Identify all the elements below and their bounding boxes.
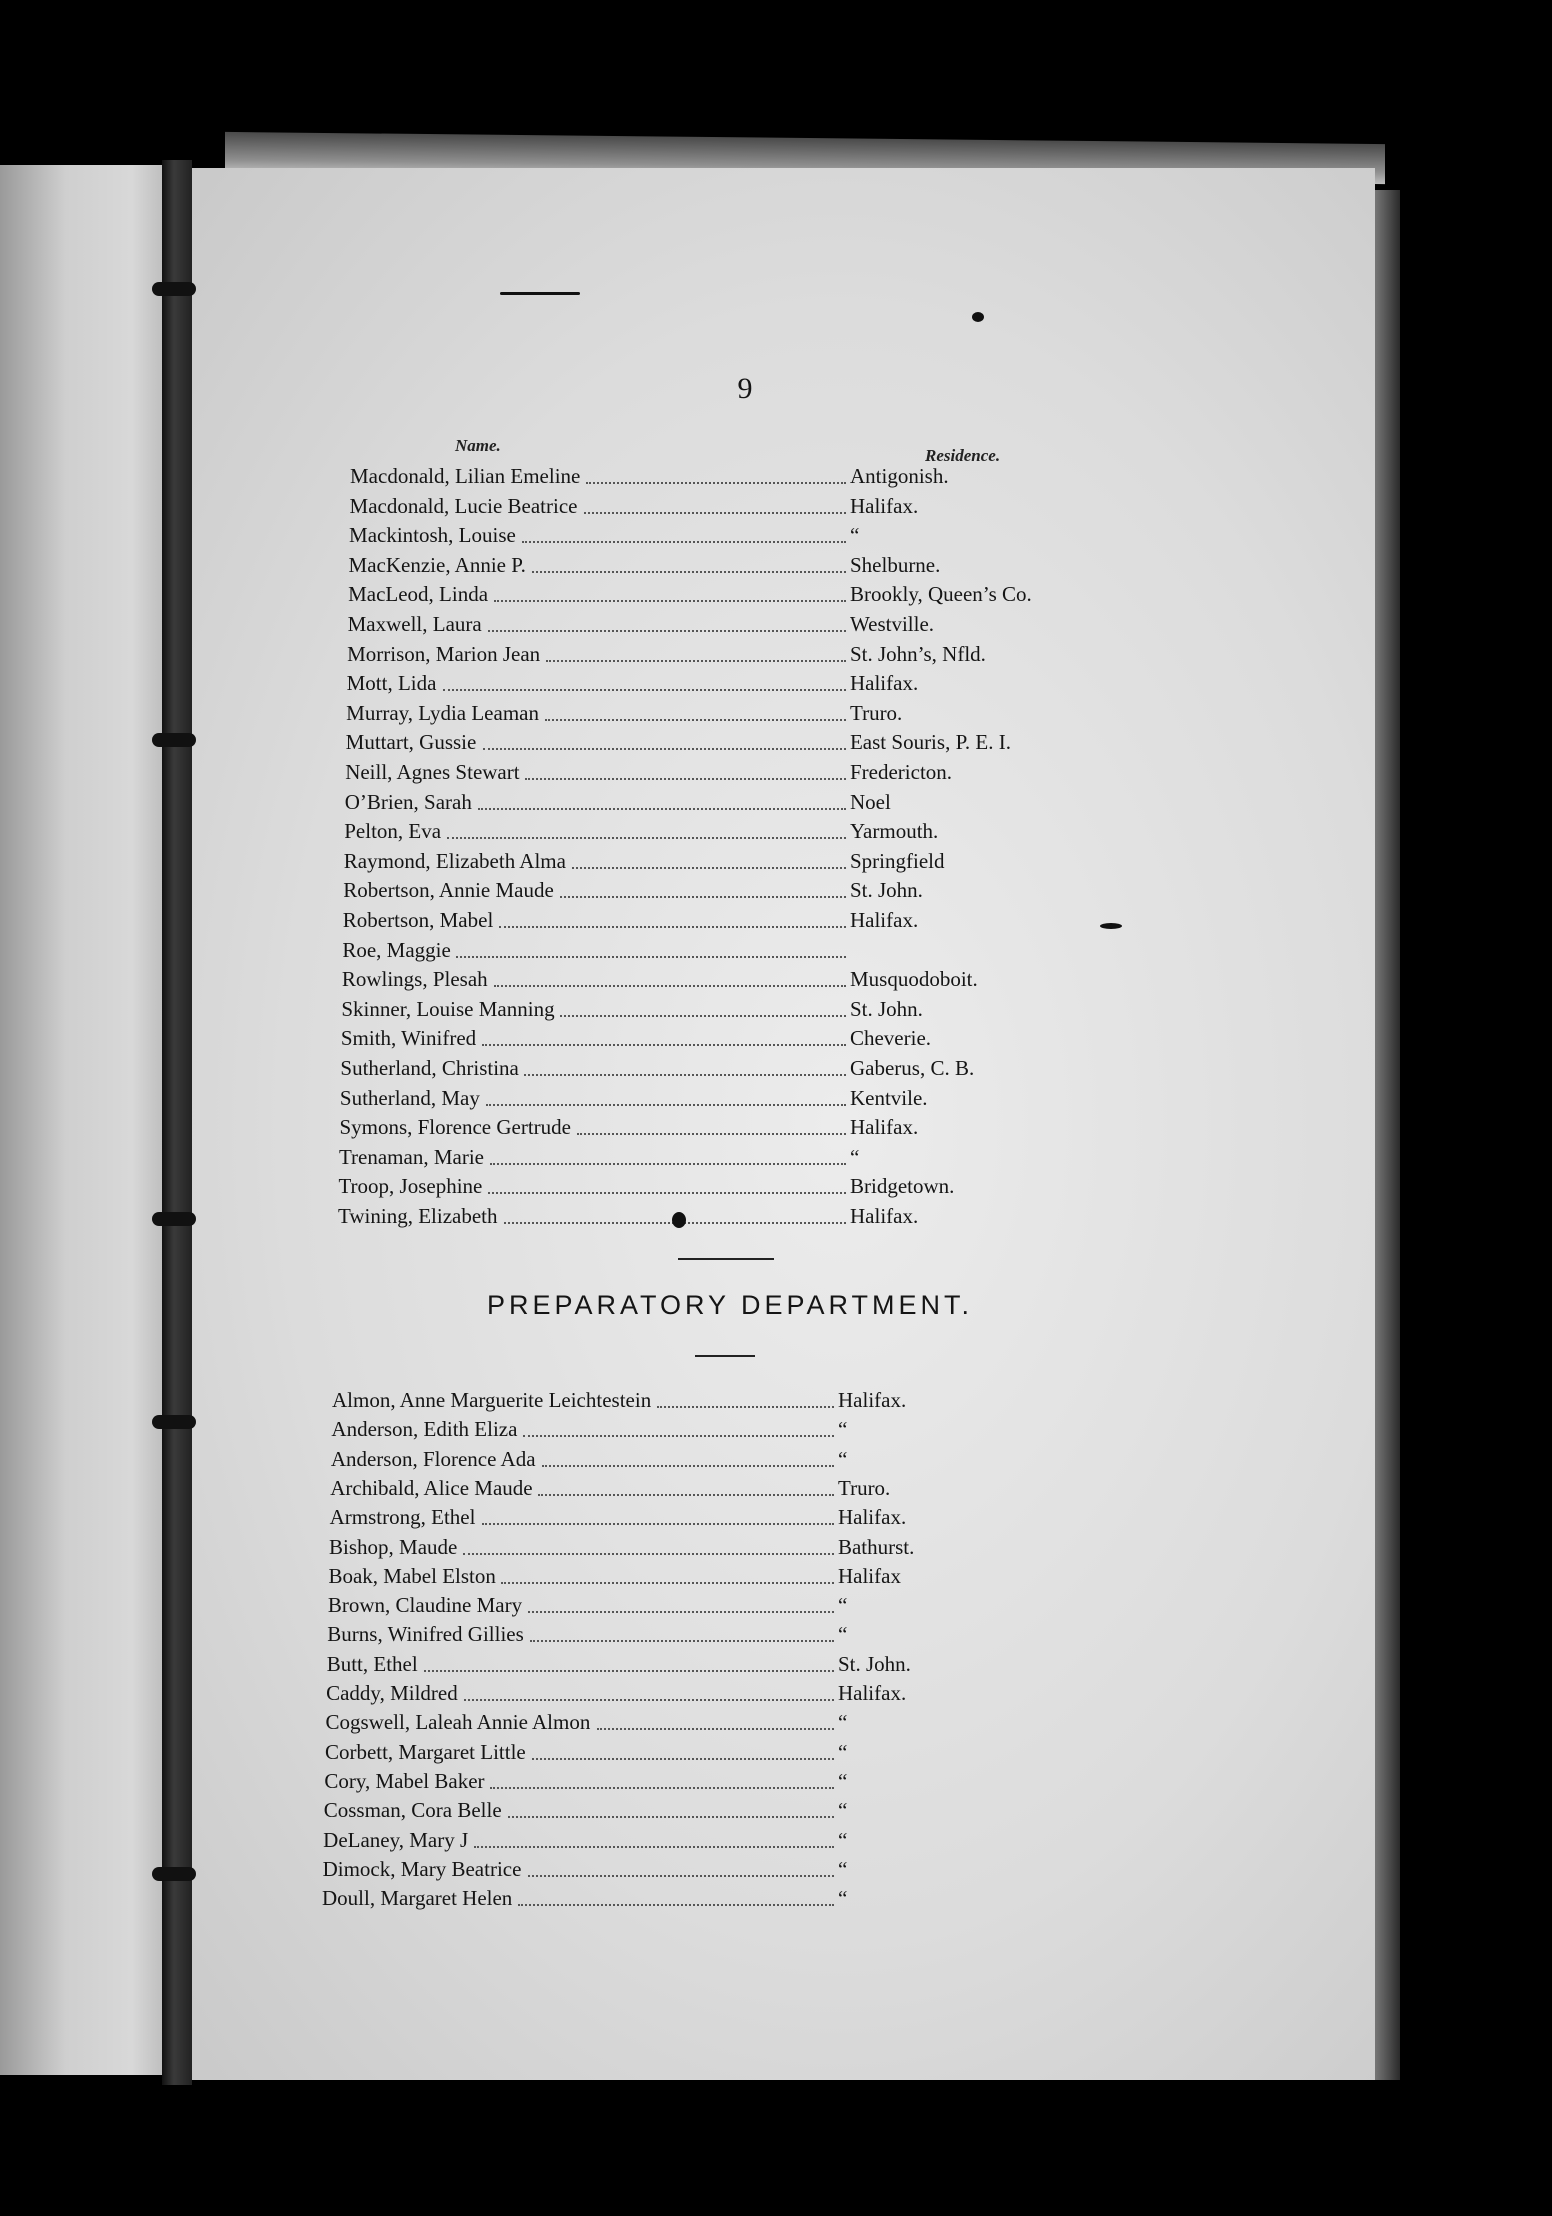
entry-residence: Halifax. xyxy=(849,908,919,932)
entry-name: Neill, Agnes Stewart xyxy=(345,760,520,784)
dot-leader xyxy=(530,1612,834,1642)
ink-mark xyxy=(500,292,580,295)
dot-leader xyxy=(482,1495,834,1525)
entry-name: Roe, Maggie xyxy=(342,937,451,962)
page-number: 9 xyxy=(737,372,753,405)
entry-name: Trenaman, Marie xyxy=(338,1144,484,1169)
entry-name: Robertson, Mabel xyxy=(342,908,494,932)
residence-column-header: Residence. xyxy=(925,446,1001,465)
entry-name: Cory, Mabel Baker xyxy=(324,1768,485,1793)
section-divider-bottom xyxy=(695,1355,755,1357)
binding-stitch xyxy=(152,733,196,747)
entry-residence: “ xyxy=(837,1593,848,1618)
entry-residence: Antigonish. xyxy=(850,464,949,488)
entry-name: Dimock, Mary Beatrice xyxy=(322,1856,522,1881)
entry-name: Anderson, Edith Eliza xyxy=(331,1417,518,1442)
entry-residence: “ xyxy=(837,1768,848,1793)
entry-residence: St. John. xyxy=(849,878,923,903)
entry-name: Mackintosh, Louise xyxy=(349,523,516,548)
entry-residence: Truro. xyxy=(837,1475,891,1500)
dot-leader xyxy=(424,1642,834,1672)
dot-leader xyxy=(528,1847,834,1877)
entry-name: O’Brien, Sarah xyxy=(344,789,472,814)
dot-leader xyxy=(501,1554,834,1584)
entry-residence: St. John’s, Nfld. xyxy=(849,641,986,666)
entry-name: Maxwell, Laura xyxy=(347,612,482,636)
entry-name: Morrison, Marion Jean xyxy=(347,641,541,666)
dot-leader xyxy=(584,484,846,514)
entry-name: Bishop, Maude xyxy=(329,1534,458,1559)
entry-name: Caddy, Mildred xyxy=(326,1681,458,1705)
binding-stitch xyxy=(152,1415,196,1429)
dot-leader xyxy=(463,1525,834,1555)
entry-residence: “ xyxy=(837,1710,848,1735)
entry-residence: Cheverie. xyxy=(849,1026,932,1051)
entry-residence: East Souris, P. E. I. xyxy=(849,730,1011,755)
dot-leader xyxy=(546,632,846,662)
binding-stitch xyxy=(152,1867,196,1881)
dot-leader xyxy=(464,1671,834,1701)
entry-residence: Bridgetown. xyxy=(849,1174,955,1199)
dot-leader xyxy=(577,1105,846,1135)
left-page-edge xyxy=(0,165,165,2075)
entry-name: Brown, Claudine Mary xyxy=(327,1593,523,1618)
entry-name: Robertson, Annie Maude xyxy=(343,878,554,903)
entry-name: Armstrong, Ethel xyxy=(329,1505,476,1530)
entry-residence: “ xyxy=(837,1827,848,1852)
dot-leader xyxy=(488,1164,846,1194)
dot-leader xyxy=(488,602,846,632)
entry-name: MacKenzie, Annie P. xyxy=(348,552,526,577)
entry-residence: Truro. xyxy=(849,700,903,725)
entry-name: DeLaney, Mary J xyxy=(323,1827,469,1852)
entry-name: Cogswell, Laleah Annie Almon xyxy=(325,1710,591,1735)
entry-name: Skinner, Louise Manning xyxy=(341,996,555,1021)
entry-residence: Fredericton. xyxy=(849,760,953,784)
section-divider-top xyxy=(678,1258,774,1260)
entry-name: Cossman, Cora Belle xyxy=(323,1798,502,1823)
dot-leader xyxy=(523,1407,834,1437)
entry-residence: Halifax. xyxy=(849,671,919,696)
entry-name: Macdonald, Lilian Emeline xyxy=(350,464,581,488)
dot-leader xyxy=(474,1818,834,1848)
entry-name: Murray, Lydia Leaman xyxy=(346,700,539,725)
section-title: PREPARATORY DEPARTMENT. xyxy=(486,1290,974,1320)
entry-residence: St. John. xyxy=(837,1651,911,1676)
entry-name: Symons, Florence Gertrude xyxy=(339,1115,571,1140)
entry-residence: St. John. xyxy=(849,996,923,1021)
dot-leader xyxy=(490,1759,834,1789)
entry-residence: Springfield xyxy=(849,848,945,873)
entry-name: Macdonald, Lucie Beatrice xyxy=(349,493,578,518)
dot-leader xyxy=(657,1378,834,1408)
dot-leader xyxy=(525,750,846,780)
entry-name: Twining, Elizabeth xyxy=(338,1204,498,1228)
dot-leader xyxy=(482,1016,846,1046)
entry-residence: “ xyxy=(837,1856,848,1881)
entry-residence: “ xyxy=(837,1446,848,1471)
binding-stitch xyxy=(152,282,196,296)
dot-leader xyxy=(443,661,846,691)
dot-leader xyxy=(494,572,846,602)
entry-residence: Westville. xyxy=(849,612,935,636)
entry-name: MacLeod, Linda xyxy=(348,582,489,607)
entry-name: Raymond, Elizabeth Alma xyxy=(343,848,566,873)
dot-leader xyxy=(508,1788,834,1818)
dot-leader xyxy=(532,1730,834,1760)
entry-residence: “ xyxy=(849,1144,860,1169)
entry-name: Pelton, Eva xyxy=(344,819,442,844)
list-item xyxy=(322,1884,1098,1912)
entry-residence: Brookly, Queen’s Co. xyxy=(849,582,1032,607)
entry-name: Butt, Ethel xyxy=(326,1651,418,1676)
entry-name: Anderson, Florence Ada xyxy=(330,1446,536,1471)
entry-name: Boak, Mabel Elston xyxy=(328,1563,496,1588)
list-item xyxy=(338,1202,1110,1230)
entry-name: Rowlings, Plesah xyxy=(341,967,488,992)
entry-residence: Kentvile. xyxy=(849,1085,928,1110)
dot-leader xyxy=(560,987,846,1017)
entry-residence: Yarmouth. xyxy=(849,819,939,844)
dot-leader xyxy=(560,868,846,898)
entry-name: Smith, Winifred xyxy=(340,1026,477,1051)
entry-name: Corbett, Margaret Little xyxy=(324,1739,526,1764)
entry-residence: Halifax. xyxy=(849,493,919,518)
entry-residence: Halifax xyxy=(837,1563,901,1588)
dot-leader xyxy=(518,1876,834,1906)
dot-leader xyxy=(522,513,846,543)
entry-residence: “ xyxy=(838,1886,848,1911)
entry-residence: Halifax. xyxy=(837,1681,907,1705)
entry-residence: Shelburne. xyxy=(849,552,941,577)
dot-leader xyxy=(447,809,846,839)
entry-name: Sutherland, Christina xyxy=(340,1056,519,1080)
dot-leader xyxy=(490,1135,846,1165)
binding-spine xyxy=(162,160,192,2085)
entry-residence: “ xyxy=(849,523,860,548)
entry-residence: Halifax. xyxy=(849,1115,919,1140)
dot-leader xyxy=(456,928,846,958)
entry-name: Burns, Winifred Gillies xyxy=(327,1622,524,1647)
ink-speck xyxy=(672,1212,686,1228)
dot-leader xyxy=(483,720,846,750)
dot-leader xyxy=(538,1466,834,1496)
dot-leader xyxy=(499,898,846,928)
entry-name: Sutherland, May xyxy=(339,1085,480,1110)
entry-residence: Bathurst. xyxy=(837,1534,915,1559)
name-column-header: Name. xyxy=(455,436,501,455)
entry-residence: Gaberus, C. B. xyxy=(849,1056,975,1080)
dot-leader xyxy=(486,1076,846,1106)
dot-leader xyxy=(532,543,846,573)
entry-residence: “ xyxy=(837,1798,848,1823)
entry-residence: Noel xyxy=(849,789,891,814)
entry-residence: Halifax. xyxy=(850,1204,919,1228)
entry-name: Muttart, Gussie xyxy=(345,730,477,755)
binding-stitch xyxy=(152,1212,196,1226)
entry-name: Troop, Josephine xyxy=(338,1174,483,1199)
dot-leader xyxy=(542,1437,834,1467)
entry-name: Archibald, Alice Maude xyxy=(330,1475,533,1500)
entry-residence: Halifax. xyxy=(838,1388,907,1412)
entry-residence: Musquodoboit. xyxy=(849,967,978,992)
entry-name: Almon, Anne Marguerite Leichtestein xyxy=(332,1388,652,1412)
dot-leader xyxy=(524,1046,846,1076)
dot-leader xyxy=(586,454,846,484)
entry-name: Mott, Lida xyxy=(346,671,437,696)
dot-leader xyxy=(572,839,846,869)
entry-residence: “ xyxy=(837,1739,848,1764)
entry-residence: Halifax. xyxy=(837,1505,907,1530)
dot-leader xyxy=(528,1583,834,1613)
ink-speck xyxy=(1100,923,1122,929)
ink-speck xyxy=(972,312,984,322)
dot-leader xyxy=(545,691,846,721)
dot-leader xyxy=(597,1700,834,1730)
dot-leader xyxy=(478,780,846,810)
entry-name: Doull, Margaret Helen xyxy=(322,1886,513,1911)
entry-residence: “ xyxy=(837,1622,848,1647)
dot-leader xyxy=(494,957,846,987)
entry-residence: “ xyxy=(837,1417,848,1442)
